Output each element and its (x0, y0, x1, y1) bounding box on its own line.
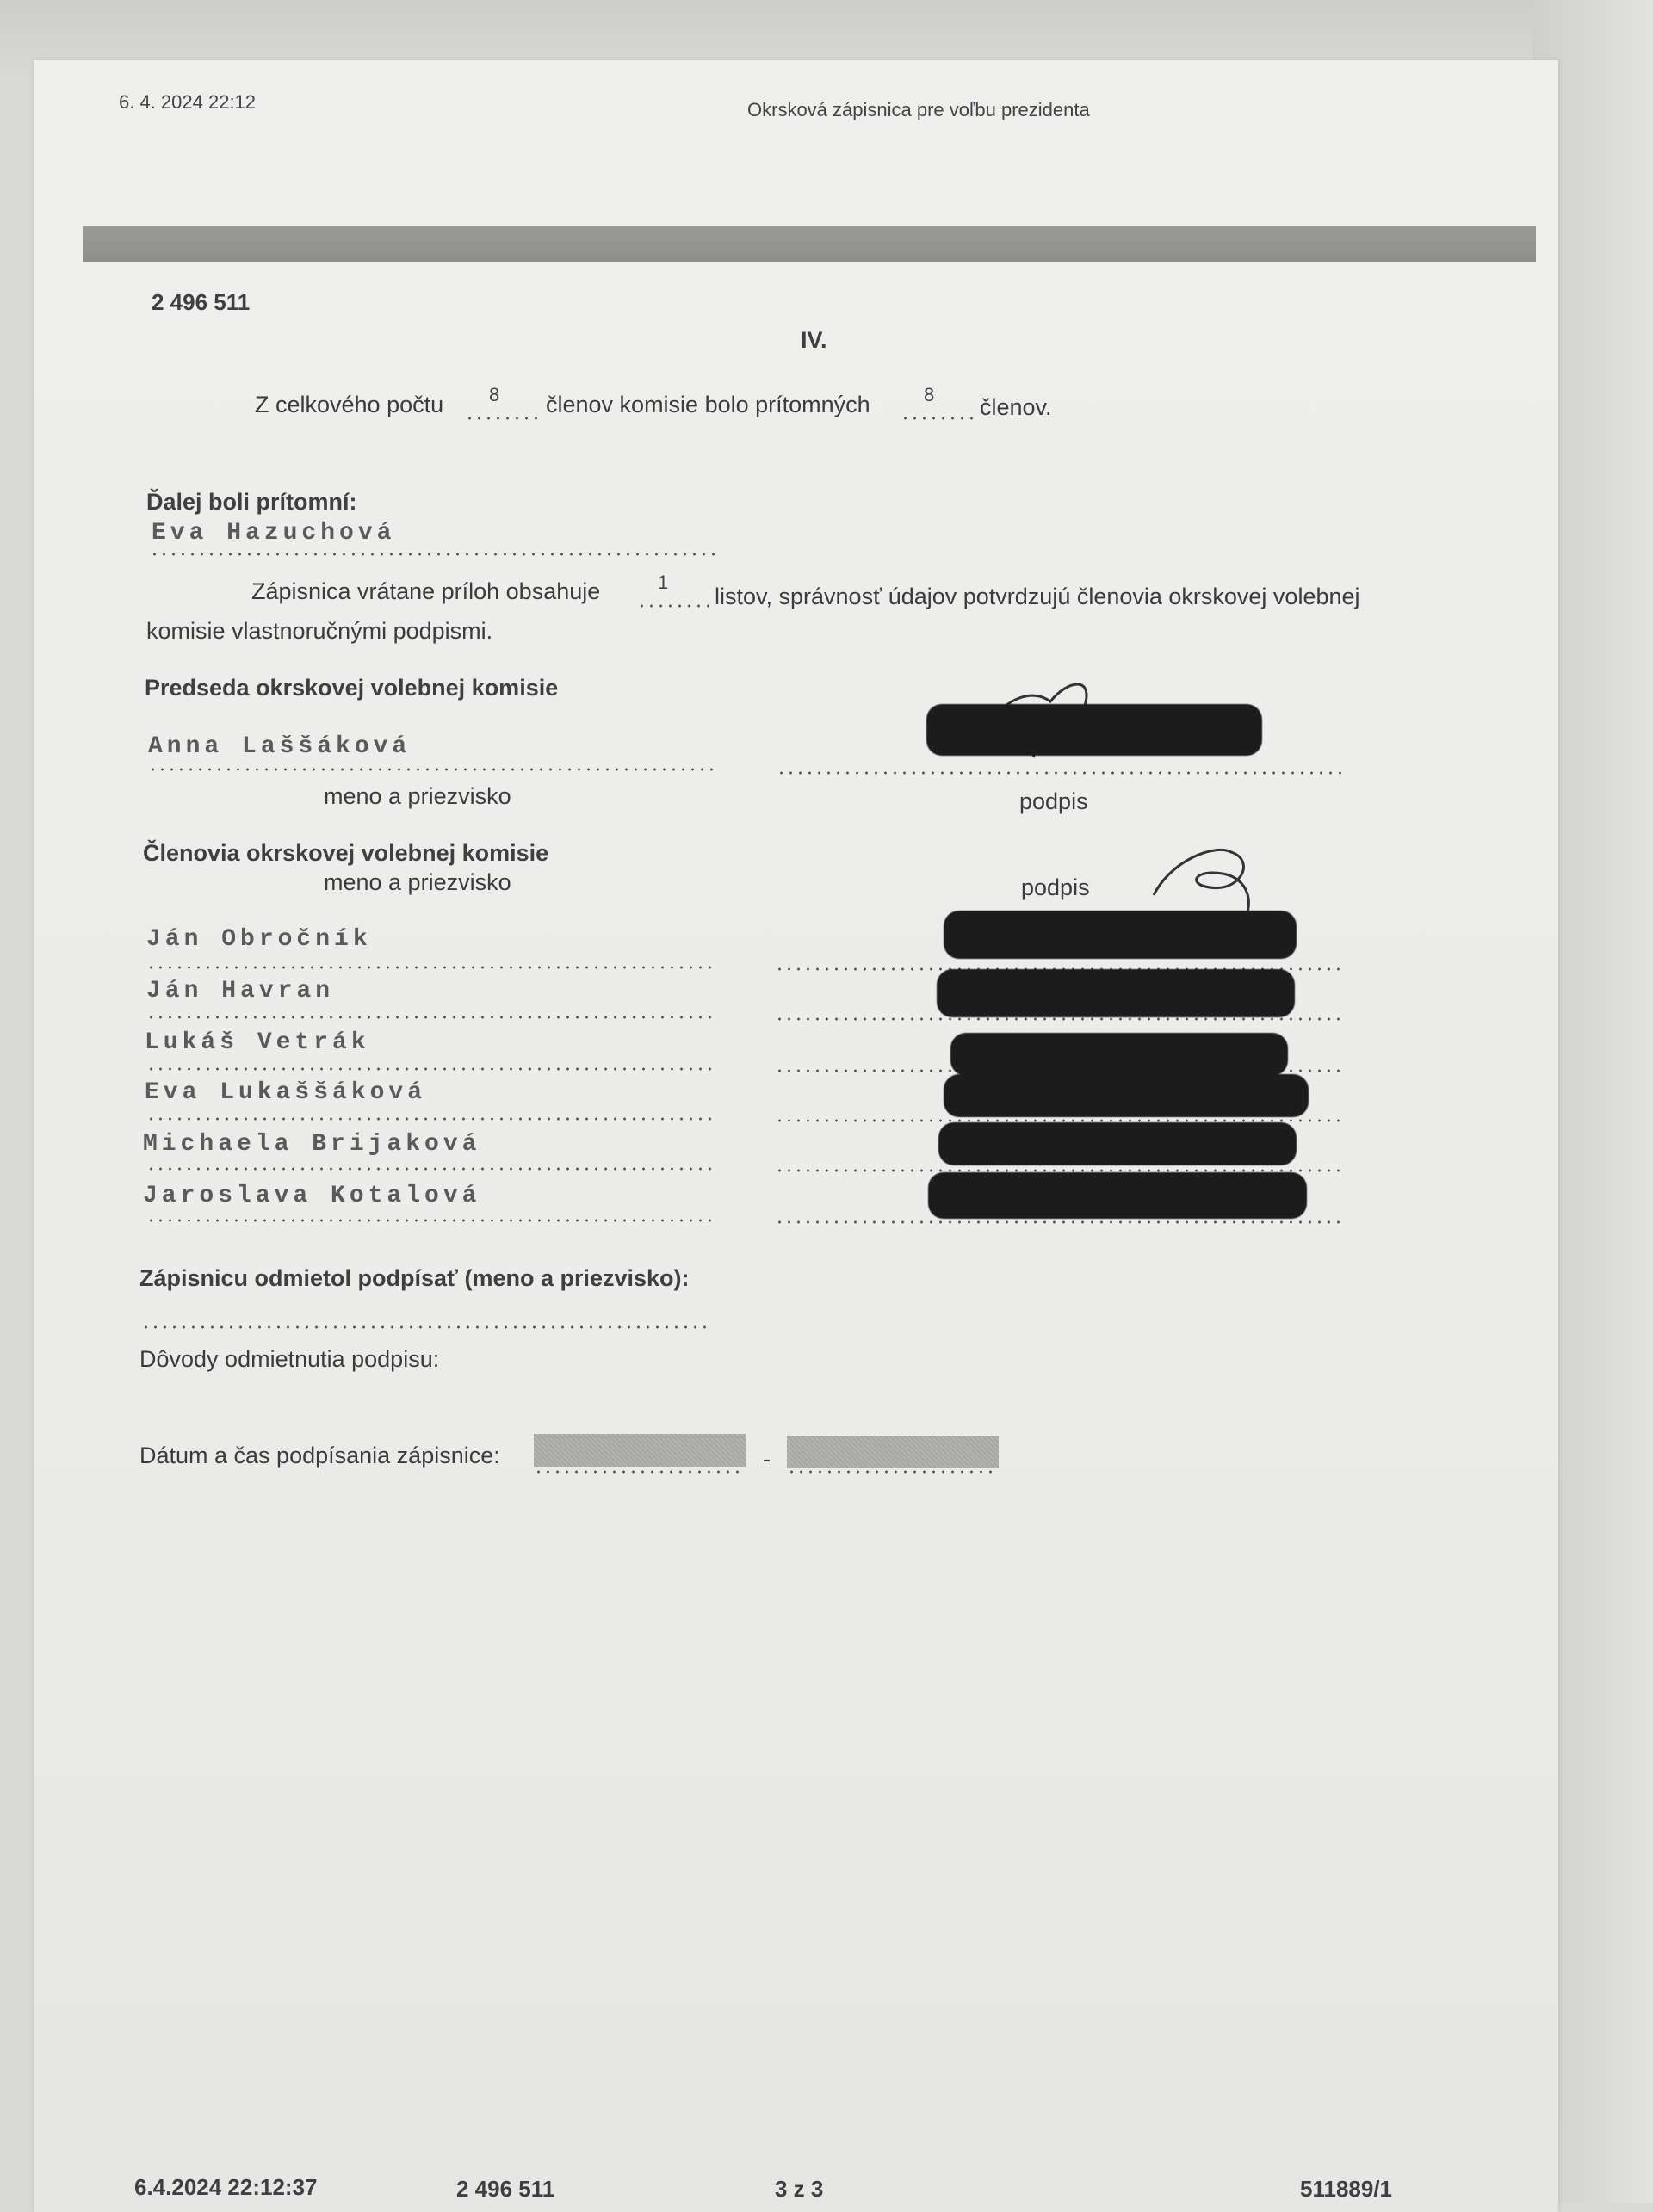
total-members-dotted-line (465, 417, 537, 420)
footer-code: 511889/1 (1300, 2176, 1393, 2202)
header-gray-bar (83, 226, 1536, 262)
total-members-value: 8 (489, 384, 500, 405)
member-6-signature-dotted-line (775, 1220, 1343, 1224)
chair-name: Anna Laššáková (148, 733, 412, 760)
sheets-value: 1 (658, 572, 669, 593)
signing-date-box (534, 1434, 746, 1467)
signing-date-dotted-line (534, 1470, 746, 1474)
member-3-name-dotted-line (146, 1067, 716, 1071)
member-3-signature-redaction (950, 1033, 1288, 1076)
chair-name-dotted-line (148, 768, 716, 771)
chair-signature-dotted-line (777, 771, 1345, 775)
member-name-5: Michaela Brijaková (143, 1131, 481, 1158)
signing-separator: - (763, 1446, 771, 1472)
member-5-signature-redaction (938, 1122, 1297, 1165)
member-name-1: Ján Obročník (146, 926, 372, 953)
chair-signature-redaction (926, 704, 1262, 756)
others-present-name: Eva Hazuchová (152, 520, 396, 547)
members-signature-caption: podpis (1021, 874, 1090, 900)
attendance-text-2: členov komisie bolo prítomných (546, 392, 870, 417)
member-6-signature-redaction (928, 1172, 1307, 1219)
member-name-6: Jaroslava Kotalová (143, 1183, 481, 1209)
document-number: 2 496 511 (152, 289, 251, 315)
member-name-4: Eva Lukaššáková (145, 1079, 427, 1106)
members-name-caption: meno a priezvisko (324, 869, 511, 895)
member-name-3: Lukáš Vetrák (145, 1029, 370, 1056)
member-6-name-dotted-line (146, 1219, 716, 1222)
header-print-datetime: 6. 4. 2024 22:12 (119, 91, 257, 113)
member-name-2: Ján Havran (146, 978, 335, 1004)
attendance-text-3: členov. (980, 394, 1052, 420)
chair-signature-caption: podpis (1019, 788, 1088, 814)
section-heading: IV. (801, 327, 827, 353)
pages-statement-text-1: Zápisnica vrátane príloh obsahuje (251, 578, 601, 604)
member-2-signature-dotted-line (775, 1017, 1343, 1021)
member-1-name-dotted-line (146, 966, 716, 969)
others-present-dotted-line (150, 553, 718, 556)
attendance-text-1: Z celkového počtu (255, 392, 444, 417)
refusal-reasons-label: Dôvody odmietnutia podpisu: (139, 1346, 440, 1372)
members-heading: Členovia okrskovej volebnej komisie (143, 840, 549, 866)
member-4-signature-redaction (944, 1074, 1309, 1117)
footer-page-number: 3 z 3 (775, 2176, 824, 2202)
member-2-name-dotted-line (146, 1016, 716, 1019)
pages-statement-text-3: komisie vlastnoručnými podpismi. (146, 618, 493, 644)
footer-timestamp: 6.4.2024 22:12:37 (134, 2174, 318, 2200)
member-5-name-dotted-line (146, 1167, 716, 1171)
others-present-label: Ďalej boli prítomní: (146, 489, 357, 515)
member-1-signature-redaction (944, 911, 1297, 959)
refusal-dotted-line (141, 1325, 713, 1329)
present-members-dotted-line (901, 417, 976, 420)
pages-statement-text-2: listov, správnosť údajov potvrdzujú členovia okrskovej volebnej (715, 584, 1360, 609)
chair-heading: Predseda okrskovej volebnej komisie (145, 675, 559, 701)
signing-datetime-label: Dátum a čas podpísania zápisnice: (139, 1443, 500, 1468)
sheets-dotted-line (637, 604, 709, 608)
member-2-signature-redaction (937, 969, 1295, 1017)
refusal-label: Zápisnicu odmietol podpísať (meno a priezvisko): (139, 1265, 690, 1291)
signing-time-dotted-line (787, 1470, 999, 1474)
footer-document-number: 2 496 511 (456, 2176, 555, 2202)
member-4-name-dotted-line (146, 1117, 716, 1121)
header-title: Okrsková zápisnica pre voľbu prezidenta (747, 99, 1090, 120)
present-members-value: 8 (924, 384, 935, 405)
signing-time-box (787, 1436, 999, 1468)
chair-name-caption: meno a priezvisko (324, 783, 511, 809)
